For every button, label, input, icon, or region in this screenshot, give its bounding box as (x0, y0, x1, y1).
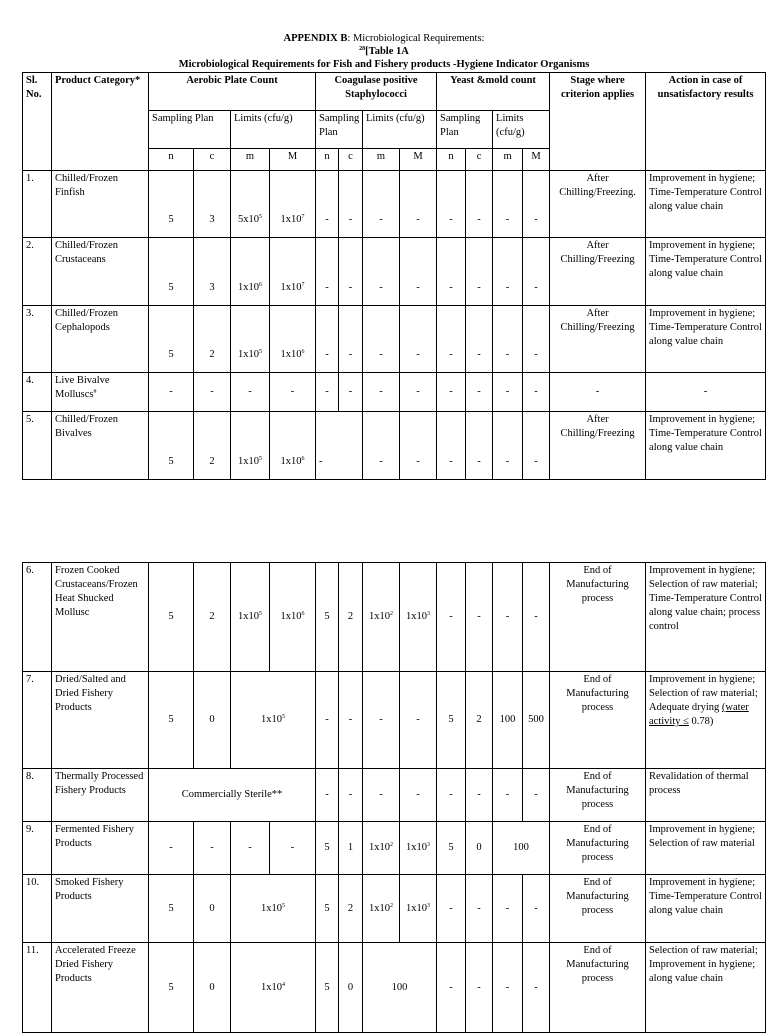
action-cell: Improvement in hygiene; Time-Temperature Control along value chain (646, 171, 766, 238)
stage-cell: End of Manufacturing process (550, 943, 646, 1033)
cell-value: - (523, 769, 550, 822)
subheader-ym-sampling: Sampling Plan (437, 111, 493, 149)
table-row (23, 875, 766, 943)
cell-value: - (437, 943, 466, 1033)
subheader-M: M (400, 149, 437, 171)
stage-cell: End of Manufacturing process (550, 769, 646, 822)
row-number: 4. (23, 373, 52, 412)
cell-value: 5 (149, 875, 194, 943)
cell-value: - (194, 822, 231, 875)
cell-value: - (493, 875, 523, 943)
cell-value: $1x10^7$ (270, 238, 316, 306)
subheader-n: n (149, 149, 194, 171)
subheader-cps-limits: Limits (cfu/g) (363, 111, 437, 149)
product-category: Chilled/Frozen Finfish (52, 171, 149, 238)
cell-value: - (493, 943, 523, 1033)
cell-value: - (523, 563, 550, 672)
product-category: Accelerated Freeze Dried Fishery Products (52, 943, 149, 1033)
product-category: Fermented Fishery Products (52, 822, 149, 875)
subheader-c: c (466, 149, 493, 171)
subheader-M: M (523, 149, 550, 171)
cell-value: - (316, 238, 339, 306)
cell-value: - (339, 373, 363, 412)
cell-value: - (466, 412, 493, 480)
cell-value: - (149, 373, 194, 412)
cell-value: - (339, 672, 363, 769)
action-cell: Improvement in hygiene; Time-Temperature Control along value chain (646, 412, 766, 480)
cell-value: - (493, 238, 523, 306)
cell-value: 5 (149, 412, 194, 480)
cell-value: - (466, 171, 493, 238)
cell-value: - (400, 769, 437, 822)
row-number: 1. (23, 171, 52, 238)
cell-value: - (270, 822, 316, 875)
row-number: 8. (23, 769, 52, 822)
cell-value: - (363, 769, 400, 822)
cell-value: - (466, 373, 493, 412)
table-row (23, 412, 766, 480)
cell-value: - (493, 373, 523, 412)
cell-value: 100 (493, 822, 550, 875)
cell-value: 5 (149, 238, 194, 306)
cell-value: - (493, 306, 523, 373)
subheader-n: n (437, 149, 466, 171)
cell-value: - (466, 943, 493, 1033)
cell-value: - (523, 171, 550, 238)
cell-value: - (316, 412, 363, 480)
cell-value: 5 (316, 943, 339, 1033)
cell-value: 100 (363, 943, 437, 1033)
table-row (23, 822, 766, 875)
product-category: Live Bivalve Molluscs# (52, 373, 149, 412)
cell-value: - (231, 822, 270, 875)
appendix-heading (0, 32, 768, 45)
row-number: 11. (23, 943, 52, 1033)
cell-value: 5 (149, 943, 194, 1033)
table-row (23, 943, 766, 1033)
cell-value: - (363, 306, 400, 373)
cell-value: - (400, 171, 437, 238)
cell-value: 0 (466, 822, 493, 875)
cell-value: - (400, 238, 437, 306)
stage-cell: After Chilling/Freezing. (550, 171, 646, 238)
table-row (23, 672, 766, 769)
product-category: Thermally Processed Fishery Products (52, 769, 149, 822)
cell-value: - (437, 769, 466, 822)
stage-cell: After Chilling/Freezing (550, 412, 646, 480)
cell-value: - (437, 875, 466, 943)
stage-cell: End of Manufacturing process (550, 563, 646, 672)
subheader-m: m (363, 149, 400, 171)
cell-value: 3 (194, 171, 231, 238)
cell-value: - (339, 171, 363, 238)
cell-value: 500 (523, 672, 550, 769)
cell-value: 0 (194, 875, 231, 943)
column-header-sl-no: Sl. No. (23, 73, 52, 171)
cell-value: - (270, 373, 316, 412)
subheader-cps-sampling: Sampling Plan (316, 111, 363, 149)
cell-value: - (400, 672, 437, 769)
cell-value: 2 (194, 412, 231, 480)
cell-value: - (363, 171, 400, 238)
cell-value: - (466, 306, 493, 373)
column-header-cps: Coagulase positive Staphylococci (316, 73, 437, 111)
cell-value: - (363, 238, 400, 306)
cell-value: - (316, 373, 339, 412)
cell-value: - (466, 563, 493, 672)
cell-value: Commercially Sterile** (149, 769, 316, 822)
cell-value: - (493, 769, 523, 822)
cell-value: 3 (194, 238, 231, 306)
cell-value: 2 (339, 563, 363, 672)
cell-value: 0 (339, 943, 363, 1033)
product-category: Chilled/Frozen Crustaceans (52, 238, 149, 306)
cell-value: $1x10^6$ (231, 238, 270, 306)
product-category: Chilled/Frozen Bivalves (52, 412, 149, 480)
table-row (23, 238, 766, 306)
table-row (23, 306, 766, 373)
subheader-apc-limits: Limits (cfu/g) (231, 111, 316, 149)
action-cell: Improvement in hygiene; Time-Temperature Control along value chain (646, 306, 766, 373)
cell-value: - (363, 373, 400, 412)
row-number: 7. (23, 672, 52, 769)
table-reference-label: [Table 1A (365, 46, 409, 57)
cell-value: - (316, 306, 339, 373)
cell-value: - (523, 412, 550, 480)
cell-value: - (339, 769, 363, 822)
cell-value: $1x10^5$ (231, 875, 316, 943)
cell-value: - (363, 672, 400, 769)
table-row (23, 769, 766, 822)
table-title: Microbiological Requirements for Fish and Fishery products -Hygiene Indicator Organisms (178, 59, 590, 70)
subheader-m: m (231, 149, 270, 171)
subheader-m: m (493, 149, 523, 171)
cell-value: $1x10^3$ (400, 563, 437, 672)
subheader-apc-sampling: Sampling Plan (149, 111, 231, 149)
cell-value: 1 (339, 822, 363, 875)
cell-value: $1x10^7$ (270, 171, 316, 238)
cell-value: - (194, 373, 231, 412)
cell-value: $1x10^4$ (231, 943, 316, 1033)
cell-value: - (523, 875, 550, 943)
cell-value: 5 (316, 563, 339, 672)
subheader-M: M (270, 149, 316, 171)
cell-value: - (437, 412, 466, 480)
product-category: Dried/Salted and Dried Fishery Products (52, 672, 149, 769)
table-row (23, 171, 766, 238)
table-row (23, 563, 766, 672)
row-number: 10. (23, 875, 52, 943)
stage-cell: - (550, 373, 646, 412)
action-cell: Revalidation of thermal process (646, 769, 766, 822)
column-header-stage: Stage where criterion applies (550, 73, 646, 171)
action-cell: Selection of raw material; Improvement in hygiene; along value chain (646, 943, 766, 1033)
table-row (23, 373, 766, 412)
row-number: 6. (23, 563, 52, 672)
cell-value: $1x10^5$ (231, 306, 270, 373)
cell-value: 100 (493, 672, 523, 769)
cell-value: 5 (149, 672, 194, 769)
cell-value: 5 (149, 563, 194, 672)
cell-value: - (523, 373, 550, 412)
cell-value: 5 (316, 875, 339, 943)
cell-value: $1x10^5$ (231, 412, 270, 480)
table-reference-footnote: 28 (359, 46, 366, 52)
cell-value: - (523, 238, 550, 306)
requirements-table-part-2 (22, 562, 766, 1033)
stage-cell: After Chilling/Freezing (550, 306, 646, 373)
cell-value: $1x10^3$ (400, 822, 437, 875)
cell-value: $1x10^6$ (270, 412, 316, 480)
cell-value: 5 (316, 822, 339, 875)
stage-cell: End of Manufacturing process (550, 672, 646, 769)
row-number: 9. (23, 822, 52, 875)
action-cell: Improvement in hygiene; Time-Temperature Control along value chain (646, 875, 766, 943)
cell-value: $1x10^3$ (400, 875, 437, 943)
cell-value: - (400, 412, 437, 480)
cell-value: - (339, 238, 363, 306)
cell-value: - (316, 672, 339, 769)
cell-value: 5 (437, 822, 466, 875)
cell-value: - (437, 563, 466, 672)
appendix-subtitle: : Microbiological Requirements: (347, 33, 485, 44)
cell-value: - (466, 769, 493, 822)
subheader-ym-limits: Limits (cfu/g) (493, 111, 550, 149)
cell-value: $1x10^2$ (363, 875, 400, 943)
cell-value: 0 (194, 672, 231, 769)
column-header-action: Action in case of unsatisfactory results (646, 73, 766, 171)
row-number: 5. (23, 412, 52, 480)
cell-value: - (437, 306, 466, 373)
product-category: Smoked Fishery Products (52, 875, 149, 943)
column-header-apc: Aerobic Plate Count (149, 73, 316, 111)
cell-value: - (466, 875, 493, 943)
requirements-table-part-1 (22, 72, 766, 480)
cell-value: 0 (194, 943, 231, 1033)
cell-value: - (493, 412, 523, 480)
cell-value: - (523, 943, 550, 1033)
cell-value: 5 (437, 672, 466, 769)
action-cell: Improvement in hygiene; Selection of raw material (646, 822, 766, 875)
cell-value: $5x10^5$ (231, 171, 270, 238)
cell-value: 5 (149, 306, 194, 373)
cell-value: - (437, 373, 466, 412)
cell-value: 5 (149, 171, 194, 238)
cell-value: - (400, 306, 437, 373)
cell-value: - (363, 412, 400, 480)
cell-value: - (466, 238, 493, 306)
cell-value: 2 (194, 563, 231, 672)
cell-value: - (316, 769, 339, 822)
action-cell: Improvement in hygiene; Time-Temperature Control along value chain (646, 238, 766, 306)
cell-value: 2 (466, 672, 493, 769)
action-cell: Improvement in hygiene; Selection of raw material; Adequate drying (water activity ≤ 0.78) (646, 672, 766, 769)
cell-value: $1x10^2$ (363, 563, 400, 672)
cell-value: - (149, 822, 194, 875)
product-category: Chilled/Frozen Cephalopods (52, 306, 149, 373)
cell-value: - (400, 373, 437, 412)
action-cell: - (646, 373, 766, 412)
cell-value: $1x10^5$ (231, 672, 316, 769)
cell-value: 2 (194, 306, 231, 373)
cell-value: - (523, 306, 550, 373)
column-header-ym: Yeast &mold count (437, 73, 550, 111)
cell-value: - (493, 171, 523, 238)
table-reference (0, 45, 768, 58)
stage-cell: After Chilling/Freezing (550, 238, 646, 306)
cell-value: - (339, 306, 363, 373)
subheader-c: c (339, 149, 363, 171)
row-number: 3. (23, 306, 52, 373)
cell-value: 2 (339, 875, 363, 943)
subheader-n: n (316, 149, 339, 171)
appendix-label: APPENDIX B (283, 33, 348, 44)
cell-value: $1x10^5$ (231, 563, 270, 672)
action-cell: Improvement in hygiene; Selection of raw material; Time-Temperature Control along value chain; process control (646, 563, 766, 672)
column-header-product: Product Category* (52, 73, 149, 171)
stage-cell: End of Manufacturing process (550, 875, 646, 943)
row-number: 2. (23, 238, 52, 306)
cell-value: - (493, 563, 523, 672)
cell-value: - (437, 171, 466, 238)
stage-cell: End of Manufacturing process (550, 822, 646, 875)
cell-value: - (231, 373, 270, 412)
cell-value: $1x10^6$ (270, 306, 316, 373)
cell-value: $1x10^6$ (270, 563, 316, 672)
cell-value: - (437, 238, 466, 306)
cell-value: - (316, 171, 339, 238)
subheader-c: c (194, 149, 231, 171)
product-category: Frozen Cooked Crustaceans/Frozen Heat Shucked Mollusc (52, 563, 149, 672)
cell-value: $1x10^2$ (363, 822, 400, 875)
